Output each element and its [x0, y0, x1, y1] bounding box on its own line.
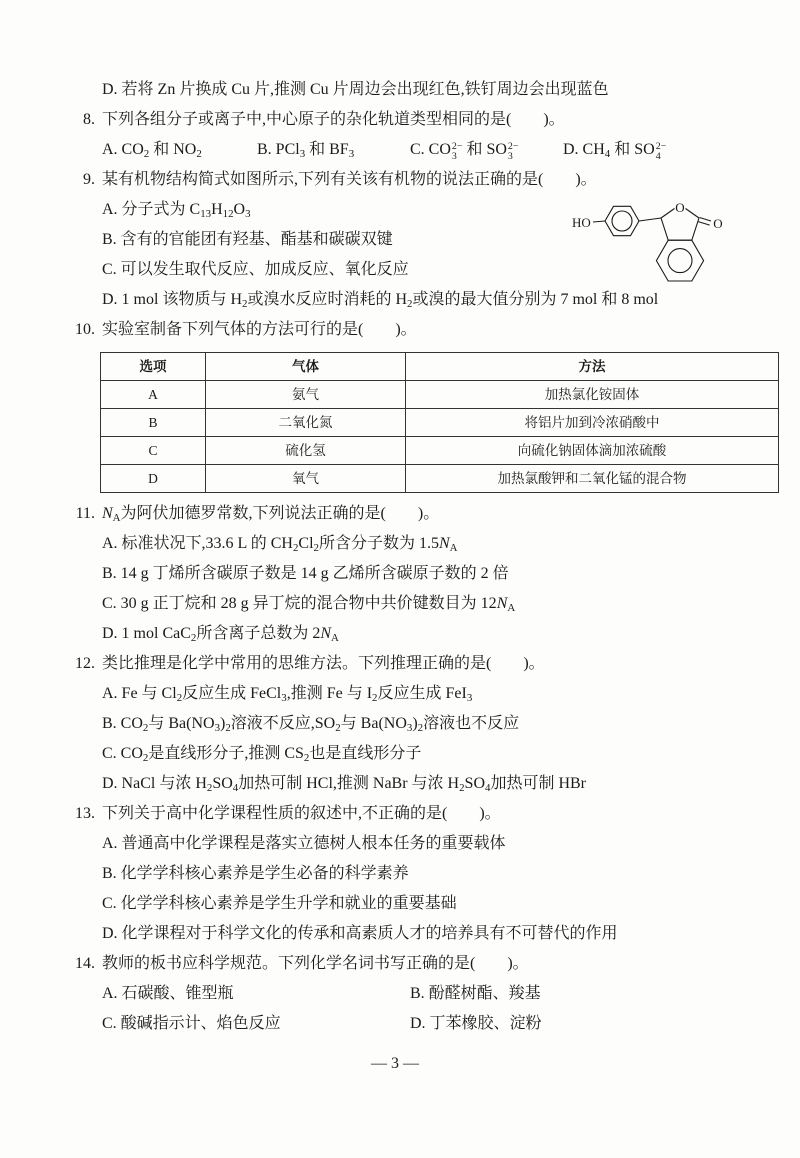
- q10-stem: [0, 315, 800, 345]
- question-number: 13.: [75, 805, 95, 822]
- q12-option-b: B. $CO_2$与 $Ba(NO_3)_2$溶液不反应$,SO_2$与 $Ba(NO_3)_2$溶液也不反应: [102, 715, 520, 735]
- aryl-bond: [639, 218, 661, 221]
- subscript: 2: [292, 542, 299, 555]
- subscript: 3: [466, 692, 473, 705]
- q8-option-c: C. CO 2− 3 和 SO 2− 3: [410, 140, 519, 163]
- subscript: 4: [604, 148, 611, 161]
- table-cell-gas: 二氧化氮: [206, 409, 406, 437]
- q8-options: [0, 135, 800, 165]
- lactone-o-c-bond: [686, 209, 700, 219]
- q11-option-d: D. 1 mol CaC$_2$所含离子总数为 $2N_A$: [102, 625, 339, 645]
- table-header-gas: 气体: [206, 353, 406, 381]
- subscript: 12: [222, 208, 234, 221]
- q14-option-b: B. 酚醛树酯、羧基: [410, 985, 541, 1002]
- subscript: 2: [190, 632, 197, 645]
- subscript: 3: [348, 148, 355, 161]
- q9-structure-diagram: [560, 187, 735, 287]
- hydroxyl-bond: [593, 221, 605, 222]
- subscript: A: [507, 602, 516, 615]
- q9-option-a: A. 分子式为 $C_{13}H_{12}O_3$: [102, 201, 251, 221]
- q10-gas-table: [100, 352, 779, 493]
- subscript: 2: [407, 298, 413, 311]
- q8-stem: [0, 105, 800, 135]
- phenol-ring-aromatic-circle: [612, 211, 632, 231]
- ion-charge: 2−: [655, 140, 667, 152]
- question-number: 14.: [75, 955, 95, 972]
- q12-option-c: C. $CO_2$是直线形分子,推测 $CS_2$也是直线形分子: [102, 745, 422, 765]
- subscript: 3: [299, 148, 306, 161]
- q8-option-d: D. $CH_4$ 和 SO 2− 4: [563, 140, 667, 163]
- q14-option-a: A. 石碳酸、锥型瓶: [102, 985, 234, 1002]
- subscript: 4: [485, 782, 491, 795]
- q14-stem-text: 教师的板书应科学规范。下列化学名词书写正确的是( )。: [102, 955, 529, 972]
- q11-stem: [0, 499, 800, 529]
- q14-options-row-1: [0, 979, 800, 1009]
- subscript: 2: [459, 782, 465, 795]
- q8-option-a: A. $CO_2$ 和 $NO_2$: [102, 141, 202, 161]
- question-number: 12.: [75, 655, 95, 672]
- subscript: 4: [232, 782, 239, 795]
- table-header-method: 方法: [406, 353, 779, 381]
- table-row: [101, 437, 779, 465]
- ion-charge: 2−: [507, 140, 519, 152]
- hydroxyl-label: HO: [572, 215, 591, 230]
- subscript: A: [449, 542, 458, 555]
- table-cell-method: 加热氯化铵固体: [406, 381, 779, 409]
- table-header-row: [101, 353, 779, 381]
- subscript: 2: [335, 722, 341, 735]
- table-cell-option: D: [101, 465, 206, 493]
- q7-option-d: D. 若将 Zn 片换成 Cu 片,推测 Cu 片周边会出现红色,铁钉周边会出现蓝色: [102, 81, 609, 98]
- question-number: 11.: [75, 505, 95, 522]
- italic-symbol: N: [496, 595, 508, 612]
- question-number: 8.: [83, 111, 95, 128]
- table-cell-method: 加热氯酸钾和二氧化锰的混合物: [406, 465, 779, 493]
- subscript: 2: [142, 722, 149, 735]
- q9-option-b: B. 含有的官能团有羟基、酯基和碳碳双键: [102, 231, 393, 248]
- table-cell-gas: 硫化氢: [206, 437, 406, 465]
- subscript: 3: [245, 208, 251, 221]
- table-row: [101, 465, 779, 493]
- subscript: 2: [143, 148, 150, 161]
- table-cell-option: B: [101, 409, 206, 437]
- charge-and-subscript: [452, 142, 463, 164]
- lactone-c-o-bond: [661, 209, 675, 219]
- fused-benzene-aromatic-circle: [668, 249, 692, 273]
- ring-oxygen-label: O: [675, 200, 685, 215]
- q11-stem-text: $N_A$为阿伏加德罗常数,下列说法正确的是( )。: [102, 505, 440, 525]
- subscript: 3: [406, 722, 413, 735]
- table-cell-option: C: [101, 437, 206, 465]
- q12-stem-text: 类比推理是化学中常用的思维方法。下列推理正确的是( )。: [102, 655, 545, 672]
- italic-symbol: N: [102, 505, 113, 522]
- subscript: 3: [214, 722, 220, 735]
- subscript: A: [112, 512, 121, 525]
- q9-option-c: C. 可以发生取代反应、加成反应、氧化反应: [102, 261, 409, 278]
- q13-option-a: A. 普通高中化学课程是落实立德树人根本任务的重要载体: [102, 835, 506, 852]
- subscript: 2: [206, 782, 213, 795]
- lactone-ring: [661, 218, 699, 240]
- q9-option-d: D. 1 mol 该物质与 $H_2$或溴水反应时消耗的 $H_2$或溴的最大值分别为 7 mol 和 8 mol: [102, 291, 659, 311]
- table-header-option: 选项: [101, 353, 206, 381]
- q11-option-c: C. 30 g 正丁烷和 28 g 异丁烷的混合物中共价键数目为 $12N_A$: [102, 595, 516, 615]
- table-cell-gas: 氨气: [206, 381, 406, 409]
- q10-stem-text: 实验室制备下列气体的方法可行的是( )。: [102, 321, 417, 338]
- table-cell-gas: 氧气: [206, 465, 406, 493]
- q12-option-d: D. NaCl 与浓 $H_2SO_4$加热可制 HCl,推测 NaBr 与浓 $H_2SO_4$加热可制 HBr: [102, 775, 586, 795]
- subscript: 2: [176, 692, 183, 705]
- table-cell-option: A: [101, 381, 206, 409]
- q11-option-a: A. 标准状况下,33.6 L 的 $CH_2Cl_2$所含分子数为 $1.5N_A$: [102, 535, 458, 555]
- q12-option-a: A. Fe 与 $Cl_2$反应生成 FeCl$_3$,推测 Fe 与 $I_2$反应生成 FeI$_3$: [102, 685, 473, 705]
- q13-option-d: D. 化学课程对于科学文化的传承和高素质人才的培养具有不可替代的作用: [102, 925, 618, 942]
- q13-option-c: C. 化学学科核心素养是学生升学和就业的重要基础: [102, 895, 457, 912]
- q13-stem-text: 下列关于高中化学课程性质的叙述中,不正确的是( )。: [102, 805, 501, 822]
- subscript: 2: [372, 692, 378, 705]
- q11-option-b: B. 14 g 丁烯所含碳原子数是 14 g 乙烯所含碳原子数的 2 倍: [102, 565, 509, 582]
- q14-option-d: D. 丁苯橡胶、淀粉: [410, 1015, 542, 1032]
- table-cell-method: 将铝片加到冷浓硝酸中: [406, 409, 779, 437]
- subscript: 3: [451, 151, 457, 163]
- table-cell-method: 向硫化钠固体滴加浓硫酸: [406, 437, 779, 465]
- page-number: — 3 —: [371, 1055, 419, 1072]
- subscript: 2: [242, 298, 248, 311]
- q8-option-b: B. PCl$_3$ 和 $BF_3$: [257, 141, 355, 161]
- fused-benzene-ring: [656, 240, 703, 281]
- question-number: 9.: [83, 171, 95, 188]
- carbonyl-bond-1: [700, 218, 712, 222]
- italic-symbol: N: [438, 535, 450, 552]
- q12-stem: [0, 649, 800, 679]
- subscript: 3: [281, 692, 287, 705]
- subscript: 2: [225, 722, 231, 735]
- subscript: 3: [507, 151, 513, 163]
- subscript: 2: [196, 148, 202, 161]
- subscript: 2: [417, 722, 424, 735]
- subscript: 13: [200, 208, 212, 221]
- q14-options-row-2: [0, 1009, 800, 1039]
- carbonyl-oxygen-label: O: [713, 216, 723, 231]
- subscript: 2: [313, 542, 319, 555]
- q14-option-c: C. 酸碱指示计、焰色反应: [102, 1015, 281, 1032]
- q14-stem: [0, 949, 800, 979]
- question-number: 10.: [75, 321, 95, 338]
- q8-stem-text: 下列各组分子或离子中,中心原子的杂化轨道类型相同的是( )。: [102, 111, 565, 128]
- table-row: [101, 381, 779, 409]
- charge-and-subscript: [656, 142, 667, 164]
- carbonyl-bond-2: [698, 222, 710, 226]
- ion-charge: 2−: [451, 140, 463, 152]
- subscript: A: [331, 632, 339, 645]
- subscript: 2: [303, 752, 310, 765]
- charge-and-subscript: [508, 142, 519, 164]
- subscript: 4: [655, 151, 661, 163]
- italic-symbol: N: [320, 625, 332, 642]
- table-row: [101, 409, 779, 437]
- q13-stem: [0, 799, 800, 829]
- subscript: 2: [142, 752, 149, 765]
- q13-option-b: B. 化学学科核心素养是学生必备的科学素养: [102, 865, 409, 882]
- q9-stem-text: 某有机物结构简式如图所示,下列有关该有机物的说法正确的是( )。: [102, 171, 597, 188]
